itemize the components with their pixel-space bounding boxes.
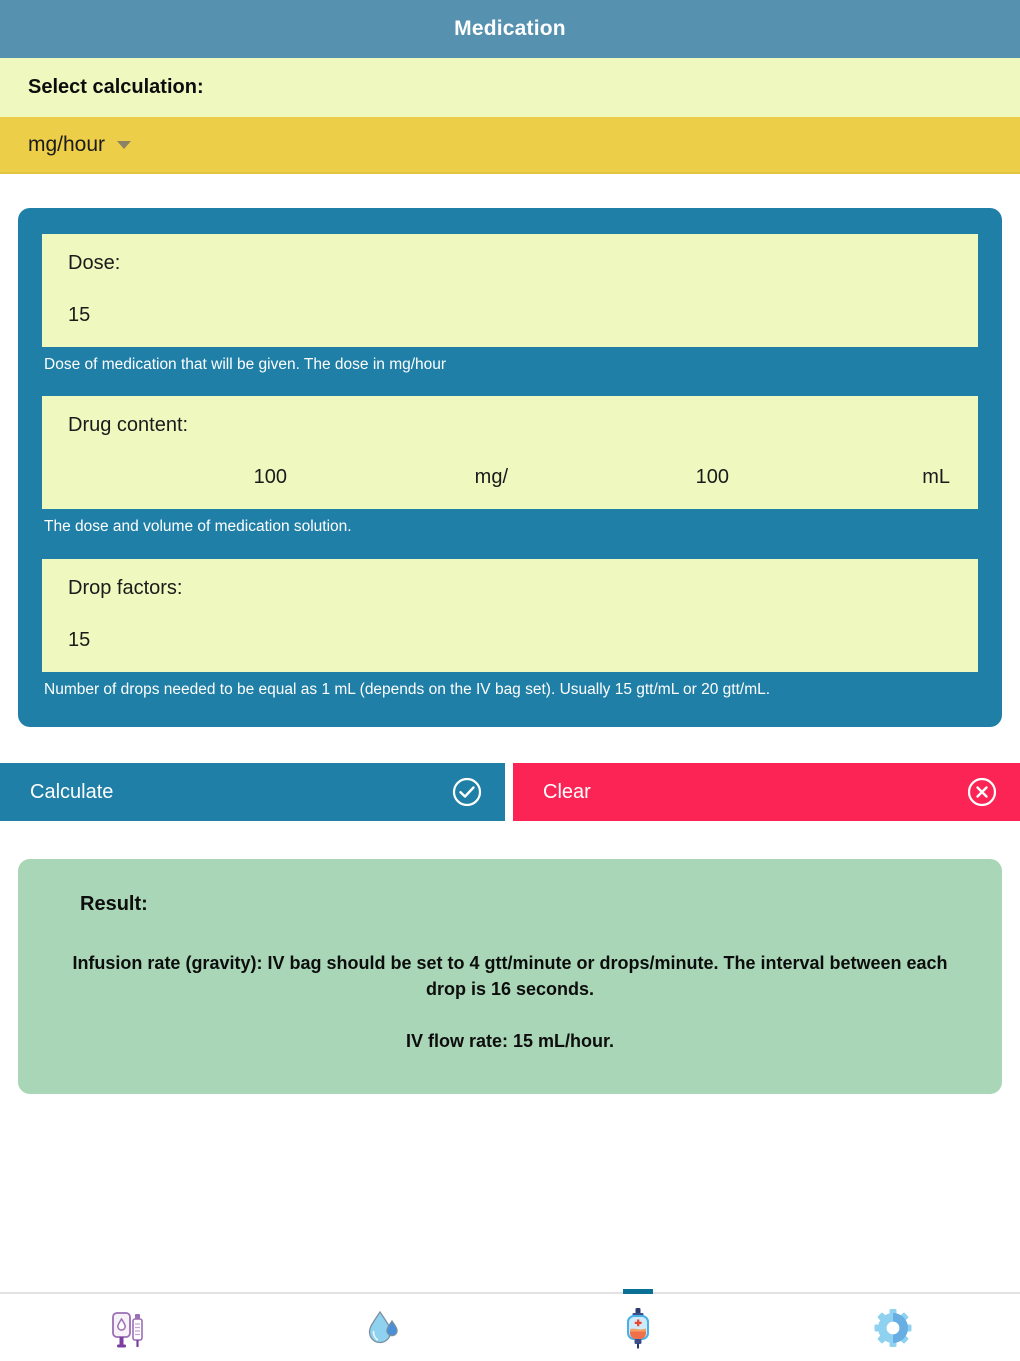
nav-tab-settings[interactable]: [765, 1294, 1020, 1361]
dose-label: Dose:: [68, 252, 121, 274]
drug-content-field-block: [42, 396, 978, 536]
calculate-button-label: Calculate: [30, 780, 114, 803]
drug-content-volume-unit: mL: [922, 466, 950, 489]
drug-content-cells: [68, 466, 952, 489]
check-circle-icon: [451, 776, 483, 808]
x-circle-icon: [966, 776, 998, 808]
drop-factors-input[interactable]: [42, 559, 978, 672]
chevron-down-icon: [117, 141, 131, 149]
select-calculation-band: [0, 58, 1020, 117]
drug-content-label: Drug content:: [68, 414, 189, 437]
iv-bag-syringe-icon: [106, 1305, 150, 1351]
nav-tab-infusion[interactable]: [510, 1294, 765, 1361]
drug-content-dose-value[interactable]: 100: [253, 466, 287, 489]
page-title: Medication: [454, 17, 566, 40]
drop-factors-value: 15: [68, 628, 91, 651]
bottom-navigation-bar: [0, 1292, 1020, 1361]
result-card: [18, 859, 1002, 1094]
app-bar: [0, 0, 1020, 58]
nav-tab-dilution[interactable]: [0, 1294, 255, 1361]
dose-field-block: [42, 234, 978, 374]
drop-factors-field-block: [42, 559, 978, 699]
drug-content-dose-unit: mg/: [474, 466, 508, 489]
dose-value: 15: [68, 304, 91, 326]
selected-tab-indicator: [623, 1289, 653, 1294]
dose-help-text: Dose of medication that will be given. The dose in mg/hour: [44, 356, 447, 373]
button-gap: [505, 763, 513, 821]
nav-tab-drops[interactable]: [255, 1294, 510, 1361]
result-flow-rate-text: IV flow rate: 15 mL/hour.: [405, 1031, 615, 1052]
water-drop-icon: [361, 1305, 405, 1351]
clear-button[interactable]: [513, 763, 1020, 821]
dose-input[interactable]: [42, 234, 978, 347]
select-calculation-label: Select calculation:: [28, 76, 204, 98]
gear-icon: [871, 1305, 915, 1351]
content-spacer: [0, 1094, 1020, 1292]
iv-bag-icon: [616, 1305, 660, 1351]
drug-content-input[interactable]: [42, 396, 978, 509]
calculation-type-dropdown[interactable]: [0, 117, 1020, 174]
drop-factors-help-text: Number of drops needed to be equal as 1 mL (depends on the IV bag set). Usually 15 gtt/mL or 20 gtt/mL.: [44, 680, 771, 698]
clear-button-label: Clear: [543, 780, 591, 803]
action-button-row: [0, 763, 1020, 821]
result-title: Result:: [80, 893, 148, 916]
result-infusion-rate-text: Infusion rate (gravity): IV bag should be set to 4 gtt/minute or drops/minute. The interval between each drop is 16 seconds.: [72, 953, 948, 1000]
calculate-button[interactable]: [0, 763, 505, 821]
drop-factors-label: Drop factors:: [68, 576, 183, 599]
drug-content-help-text: The dose and volume of medication solution.: [44, 518, 352, 536]
calculation-type-value: mg/hour: [28, 132, 106, 156]
drug-content-volume-value[interactable]: 100: [695, 466, 729, 489]
input-form-card: [18, 208, 1002, 727]
